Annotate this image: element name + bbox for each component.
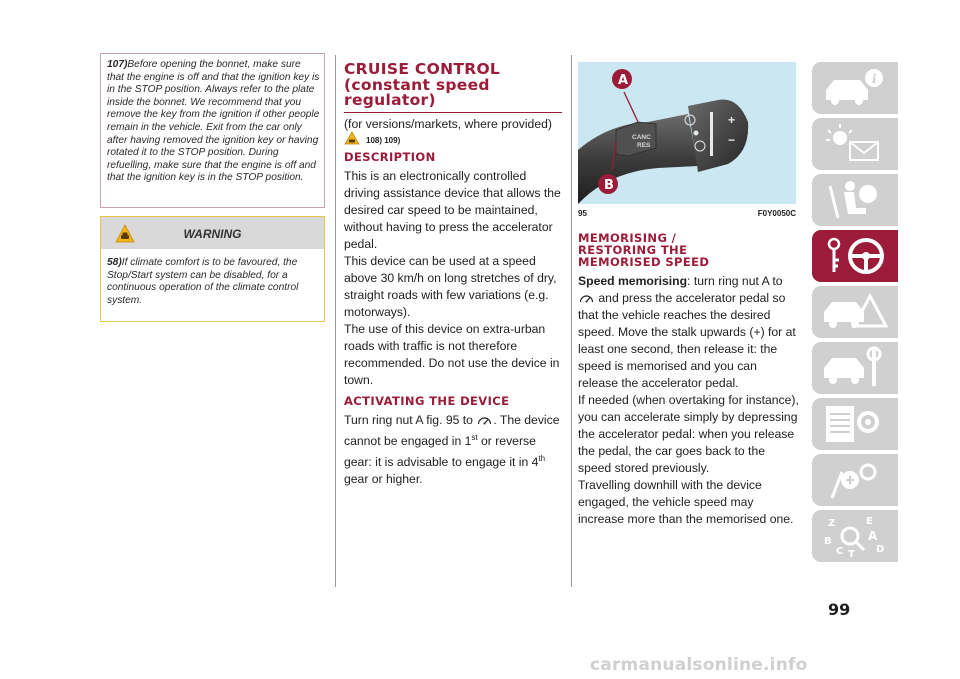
cruise-control-stalk-illustration: [578, 62, 796, 204]
figure-caption: [578, 209, 796, 218]
callout-a-label: A: [618, 73, 629, 88]
warning-lights-envelope-icon: [820, 122, 890, 166]
column-divider: [571, 55, 572, 587]
tab-emergency[interactable]: [812, 286, 898, 338]
tab-dashboard-lights[interactable]: [812, 118, 898, 170]
index-letter: A: [868, 529, 878, 543]
title-line: CRUISE CONTROL: [344, 60, 501, 78]
title-line: regulator): [344, 91, 436, 109]
downhill-paragraph: Travelling downhill with the device engaged, the vehicle speed may increase more than the memorised one.: [578, 478, 794, 526]
text-run: and press the accelerator pedal so that the vehicle reaches the desired speed. Move the stalk upwards (+) for at least one second, then release it: the speed is memorised and you can release the accelerator pedal.: [578, 291, 796, 390]
text-run: gear or higher.: [344, 472, 423, 487]
car-maintenance-icon: [820, 346, 890, 390]
ordinal-suffix: th: [538, 454, 546, 464]
car-info-icon: [820, 66, 890, 110]
airbag-seat-icon: [820, 178, 890, 222]
warning-header: [101, 217, 324, 249]
index-letter: T: [848, 549, 855, 558]
index-letter: B: [824, 536, 832, 547]
off-mark: [694, 131, 699, 136]
cruise-control-symbol-icon: [476, 415, 493, 426]
cruise-control-section: [344, 62, 562, 488]
note-text: Before opening the bonnet, make sure that the engine is off and that the ignition key is in the STOP position. Always refer to the plate inside the bonnet. We recommend that you remove the key from the ignition if other people remain in the vehicle. Exit from the car only after having removed the ignition key or having rotated it to the STOP position. During refuelling, make sure that the engine is off and that the ignition key is in the STOP position.: [107, 59, 320, 184]
svg-text:i: i: [872, 72, 877, 86]
technical-data-icon: [820, 402, 890, 446]
tab-multimedia[interactable]: [812, 454, 898, 506]
position-bar: [710, 112, 713, 156]
activating-heading: ACTIVATING THE DEVICE: [344, 394, 510, 408]
stalk-canc-label: CANC: [632, 134, 651, 141]
tab-getting-to-know-car[interactable]: [812, 62, 898, 114]
text-run: Turn ring nut A fig. 95 to: [344, 413, 473, 427]
activating-paragraph: [344, 412, 562, 488]
caution-note-box: [100, 53, 325, 208]
tab-starting-driving[interactable]: [812, 230, 898, 282]
memorising-section: [578, 62, 800, 528]
index-letter: D: [876, 544, 885, 555]
reference-numbers: 108) 109): [366, 136, 401, 145]
tab-index[interactable]: [812, 510, 898, 562]
key-steering-wheel-icon: [820, 234, 890, 278]
memorising-heading: [578, 232, 800, 268]
callout-line-a: [624, 92, 638, 122]
title-underline: [344, 112, 562, 114]
tab-technical-data[interactable]: [812, 398, 898, 450]
tab-safety[interactable]: [812, 174, 898, 226]
description-paragraph: The use of this device on extra-urban roads with traffic is not therefore recommended. Do not use the device in town.: [344, 322, 560, 387]
figure-number: 95: [578, 209, 587, 218]
description-heading: DESCRIPTION: [344, 150, 436, 164]
section-title: [344, 62, 562, 109]
note-58: [107, 257, 320, 307]
warning-references[interactable]: [366, 136, 562, 145]
multimedia-icon: [820, 458, 890, 502]
section-subtitle: (for versions/markets, where provided): [344, 117, 552, 131]
index-letter: Z: [828, 518, 836, 529]
callout-b-label: B: [604, 178, 614, 193]
minus-label: −: [728, 133, 736, 147]
figure-95-stalk: [578, 62, 796, 204]
column-divider: [335, 55, 336, 587]
page-number: 99: [828, 600, 851, 619]
tab-maintenance[interactable]: [812, 342, 898, 394]
warning-box: [100, 216, 325, 322]
memorising-paragraph: [578, 273, 800, 392]
watermark: carmanualsonline.info: [590, 655, 808, 675]
heading-line: MEMORISED SPEED: [578, 255, 710, 269]
warning-triangle-icon: [344, 131, 360, 145]
heading-line: RESTORING THE: [578, 243, 688, 257]
heading-line: MEMORISING /: [578, 231, 677, 245]
description-paragraph: This is an electronically controlled driving assistance device that allows the desired car speed to be maintained, without having to press the accelerator pedal.: [344, 169, 561, 251]
index-letter: C: [836, 546, 844, 557]
stalk-res-label: RES: [637, 142, 651, 149]
note-107: [107, 59, 320, 185]
note-number: 107): [107, 59, 128, 70]
figure-code: F0Y0050C: [757, 209, 796, 218]
bold-label: Speed memorising: [578, 274, 688, 288]
text-run: : turn ring nut A to: [687, 274, 783, 288]
note-number: 58): [107, 257, 122, 268]
car-emergency-icon: [820, 290, 890, 334]
text-run: . The device cannot be engaged in 1: [344, 413, 560, 449]
index-letter: E: [866, 516, 873, 527]
overtaking-paragraph: If needed (when overtaking for instance), you can accelerate simply by depressing the accelerator pedal: when you release the pedal, the car goes back to the speed stored previously.: [578, 393, 799, 475]
cruise-control-symbol-icon: [578, 293, 595, 304]
ordinal-suffix: st: [471, 433, 478, 442]
title-line: (constant speed: [344, 75, 490, 94]
note-text: If climate comfort is to be favoured, the Stop/Start system can be disabled, for a continuous operation of the climate control system.: [107, 257, 299, 306]
description-paragraph: This device can be used at a speed above 30 km/h on long stretches of dry, straight roads with few variations (e.g. motorways).: [344, 254, 557, 319]
text-run: or reverse gear: it is advisable to engage it in 4: [344, 434, 539, 470]
alphabetical-index-icon: [820, 514, 890, 558]
plus-label: +: [728, 113, 736, 127]
warning-title: WARNING: [183, 227, 242, 241]
chapter-sidebar: [812, 62, 898, 566]
stalk-head: [688, 99, 748, 172]
